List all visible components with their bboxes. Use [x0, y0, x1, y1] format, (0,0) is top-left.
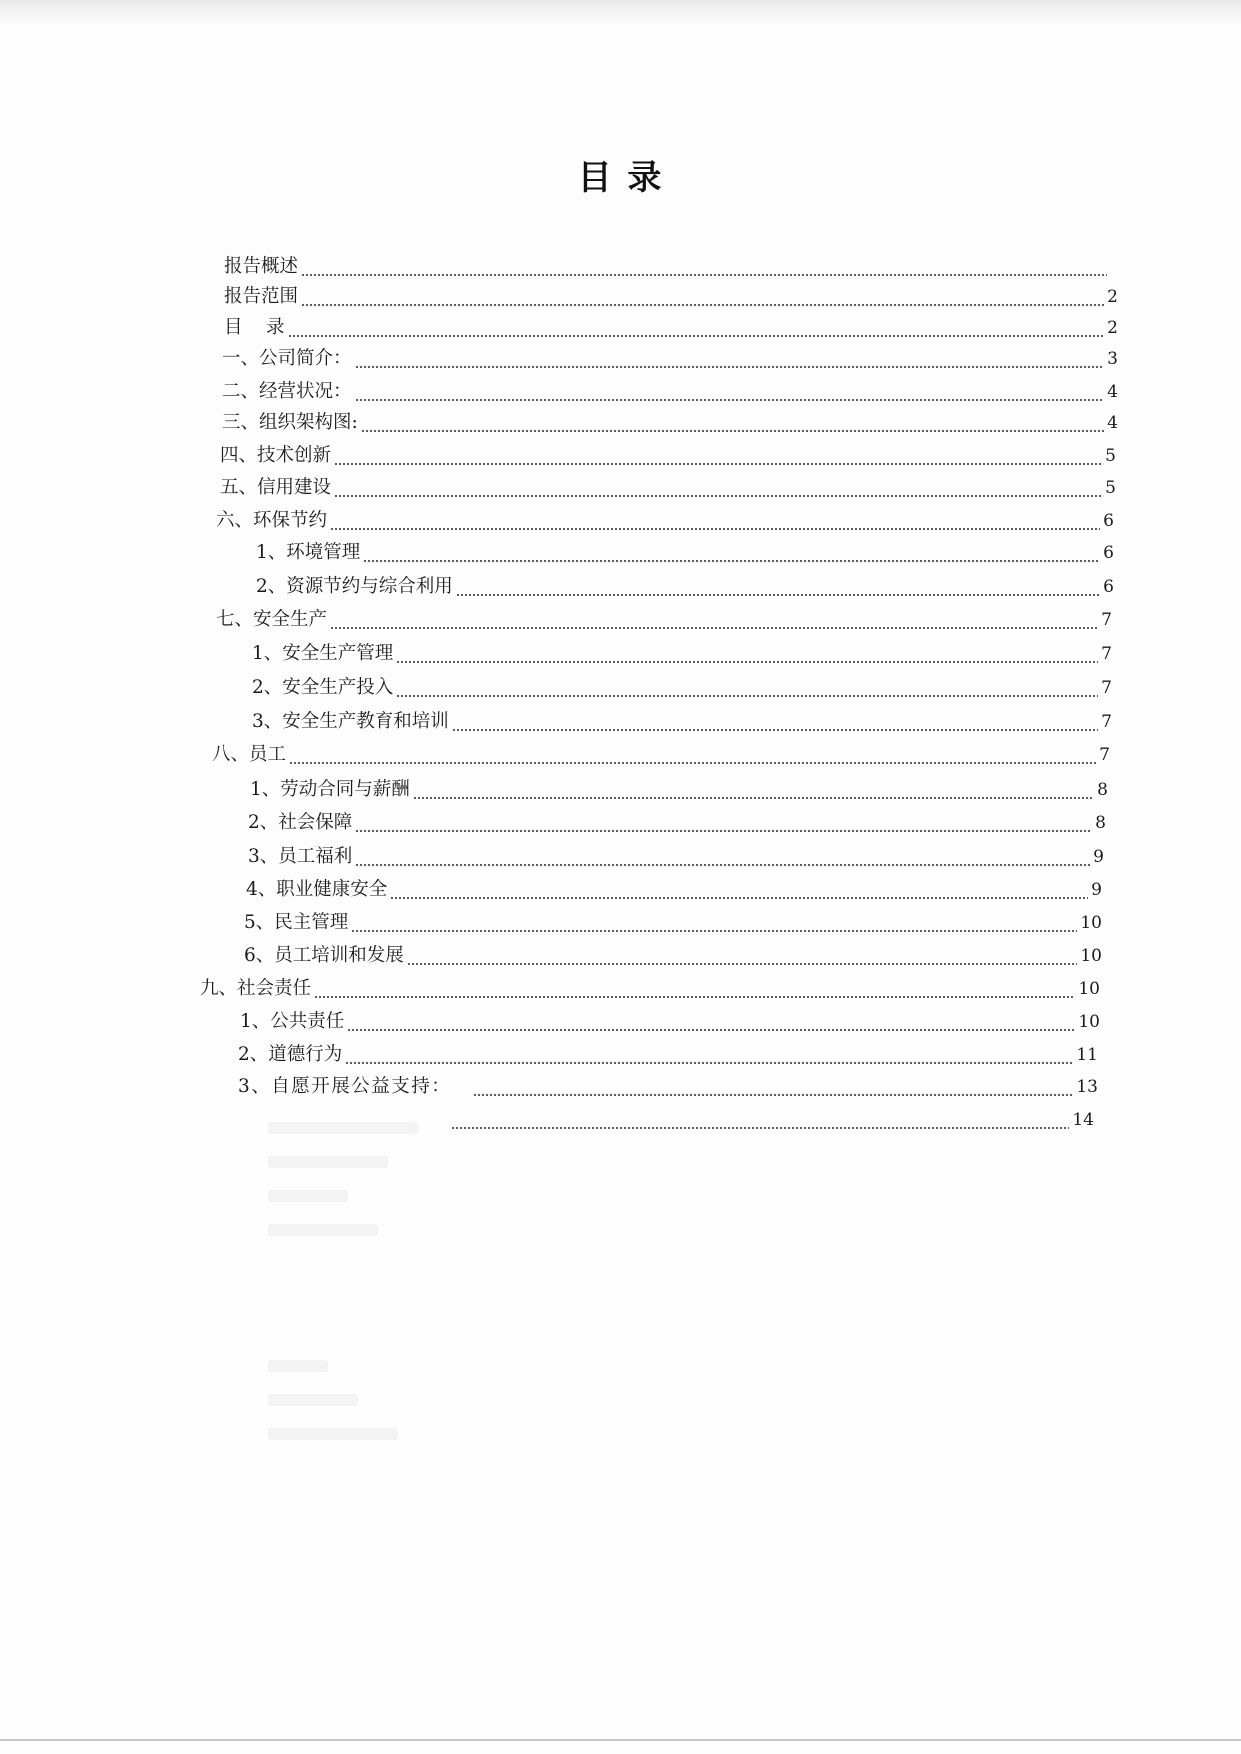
toc-entry [222, 375, 1118, 405]
toc-entry [252, 637, 1112, 667]
toc-entry [448, 1103, 1094, 1133]
toc-entry-page: 7 [1101, 644, 1112, 664]
toc-entry-page: 3 [1107, 349, 1118, 369]
toc-entry [238, 1038, 1098, 1068]
toc-entry-label: 1、劳动合同与薪酬 [250, 779, 410, 800]
toc-leader-dots [330, 627, 1098, 629]
bleed-through-mark [268, 1428, 398, 1440]
toc-entry [220, 439, 1116, 469]
toc-entry-page: 7 [1101, 712, 1112, 732]
toc-entry-page: 5 [1105, 446, 1116, 466]
toc-leader-dots [407, 963, 1078, 965]
toc-entry [222, 342, 1118, 372]
toc-entry-label: 四、技术创新 [220, 445, 332, 466]
bleed-through-mark [268, 1156, 388, 1168]
toc-leader-dots [314, 996, 1075, 998]
toc-leader-dots [301, 274, 1107, 276]
toc-entry [224, 280, 1118, 310]
toc-entry-page: 2 [1107, 287, 1118, 307]
toc-leader-dots [301, 304, 1104, 306]
toc-entry-label: 3、员工福利 [248, 846, 353, 867]
toc-entry-page: 11 [1076, 1045, 1098, 1065]
bleed-through-mark [268, 1224, 378, 1236]
toc-entry [224, 311, 1118, 341]
bleed-through-mark [268, 1360, 328, 1372]
toc-entry [222, 406, 1118, 436]
toc-entry [212, 738, 1110, 768]
toc-leader-dots [334, 495, 1102, 497]
toc-entry-page: 2 [1107, 318, 1118, 338]
toc-leader-dots [355, 399, 1105, 401]
toc-entry-page: 8 [1097, 780, 1108, 800]
toc-entry [238, 1070, 1098, 1100]
toc-entry-page: 7 [1101, 610, 1112, 630]
toc-entry-page: 7 [1101, 678, 1112, 698]
page-title: 目 录 [577, 158, 664, 198]
toc-entry [244, 939, 1102, 969]
toc-entry [216, 504, 1114, 534]
toc-entry [220, 471, 1116, 501]
toc-entry-label: 一、公司简介： [222, 348, 352, 369]
toc-leader-dots [363, 560, 1100, 562]
toc-entry-label: 5、民主管理 [244, 912, 349, 933]
toc-entry-label: 二、经营状况： [222, 381, 352, 402]
toc-entry-page: 10 [1080, 913, 1102, 933]
toc-entry-label: 1、安全生产管理 [252, 643, 394, 664]
toc-leader-dots [355, 366, 1105, 368]
bleed-through-mark [268, 1190, 348, 1202]
toc-entry-page: 10 [1080, 946, 1102, 966]
toc-entry [224, 250, 1118, 280]
toc-leader-dots [288, 335, 1105, 337]
toc-leader-dots [361, 430, 1104, 432]
toc-entry-page: 6 [1103, 543, 1114, 563]
toc-entry-label: 6、员工培训和发展 [244, 945, 404, 966]
toc-entry-page: 5 [1105, 478, 1116, 498]
toc-leader-dots [456, 594, 1100, 596]
bleed-through-mark [268, 1122, 418, 1134]
toc-entry [240, 1005, 1100, 1035]
toc-leader-dots [473, 1094, 1073, 1096]
toc-entry [244, 906, 1102, 936]
bleed-through-mark [268, 1394, 358, 1406]
toc-entry-label: 1、环境管理 [256, 542, 361, 563]
toc-entry-label: 三、组织架构图: [222, 412, 358, 433]
toc-leader-dots [334, 463, 1102, 465]
toc-entry-label: 3、自愿开展公益支持： [238, 1076, 452, 1097]
toc-entry-page: 8 [1095, 813, 1106, 833]
toc-entry-page: 10 [1078, 1012, 1100, 1032]
toc-entry [246, 873, 1102, 903]
toc-entry-label: 1、公共责任 [240, 1011, 345, 1032]
toc-entry [252, 705, 1112, 735]
toc-entry-label: 2、道德行为 [238, 1044, 343, 1065]
toc-entry-page: 10 [1078, 979, 1100, 999]
toc-entry-page: 14 [1072, 1110, 1094, 1130]
toc-entry-label: 2、资源节约与综合利用 [256, 576, 453, 597]
toc-entry-label: 七、安全生产 [216, 609, 328, 630]
toc-leader-dots [452, 729, 1098, 731]
toc-leader-dots [330, 528, 1100, 530]
toc-entry-label: 六、环保节约 [216, 510, 328, 531]
toc-leader-dots [413, 797, 1094, 799]
toc-entry [216, 603, 1112, 633]
toc-entry-page: 13 [1076, 1077, 1098, 1097]
toc-leader-dots [351, 930, 1077, 932]
toc-entry-label: 3、安全生产教育和培训 [252, 711, 449, 732]
toc-entry-label: 目 录 [224, 317, 285, 338]
toc-entry [256, 570, 1114, 600]
toc-entry [252, 671, 1112, 701]
toc-entry [250, 773, 1108, 803]
toc-entry-label: 八、员工 [212, 744, 287, 765]
toc-entry-page: 6 [1103, 511, 1114, 531]
toc-entry-label: 报告概述 [224, 256, 299, 277]
toc-entry [256, 536, 1114, 566]
toc-entry-label: 4、职业健康安全 [246, 879, 388, 900]
scan-shadow-top [0, 0, 1241, 26]
toc-leader-dots [347, 1029, 1075, 1031]
toc-entry-page: 9 [1091, 880, 1102, 900]
toc-entry-label: 五、信用建设 [220, 477, 332, 498]
toc-leader-dots [345, 1062, 1073, 1064]
toc-entry [200, 972, 1100, 1002]
toc-leader-dots [390, 897, 1088, 899]
toc-entry-page: 4 [1107, 413, 1118, 433]
toc-leader-dots [396, 661, 1098, 663]
toc-entry-page: 6 [1103, 577, 1114, 597]
toc-leader-dots [355, 864, 1090, 866]
toc-entry-label: 报告范围 [224, 286, 299, 307]
toc-leader-dots [355, 830, 1092, 832]
toc-leader-dots [289, 762, 1096, 764]
scan-edge-bottom [0, 1739, 1241, 1741]
toc-leader-dots [451, 1127, 1069, 1129]
toc-entry-label: 2、安全生产投入 [252, 677, 394, 698]
toc-entry [248, 806, 1106, 836]
toc-entry [248, 840, 1104, 870]
toc-entry-page: 7 [1099, 745, 1110, 765]
toc-entry-page: 4 [1107, 382, 1118, 402]
toc-leader-dots [396, 695, 1098, 697]
toc-entry-label: 2、社会保障 [248, 812, 353, 833]
toc-entry-label: 九、社会责任 [200, 978, 312, 999]
toc-entry-page: 9 [1093, 847, 1104, 867]
